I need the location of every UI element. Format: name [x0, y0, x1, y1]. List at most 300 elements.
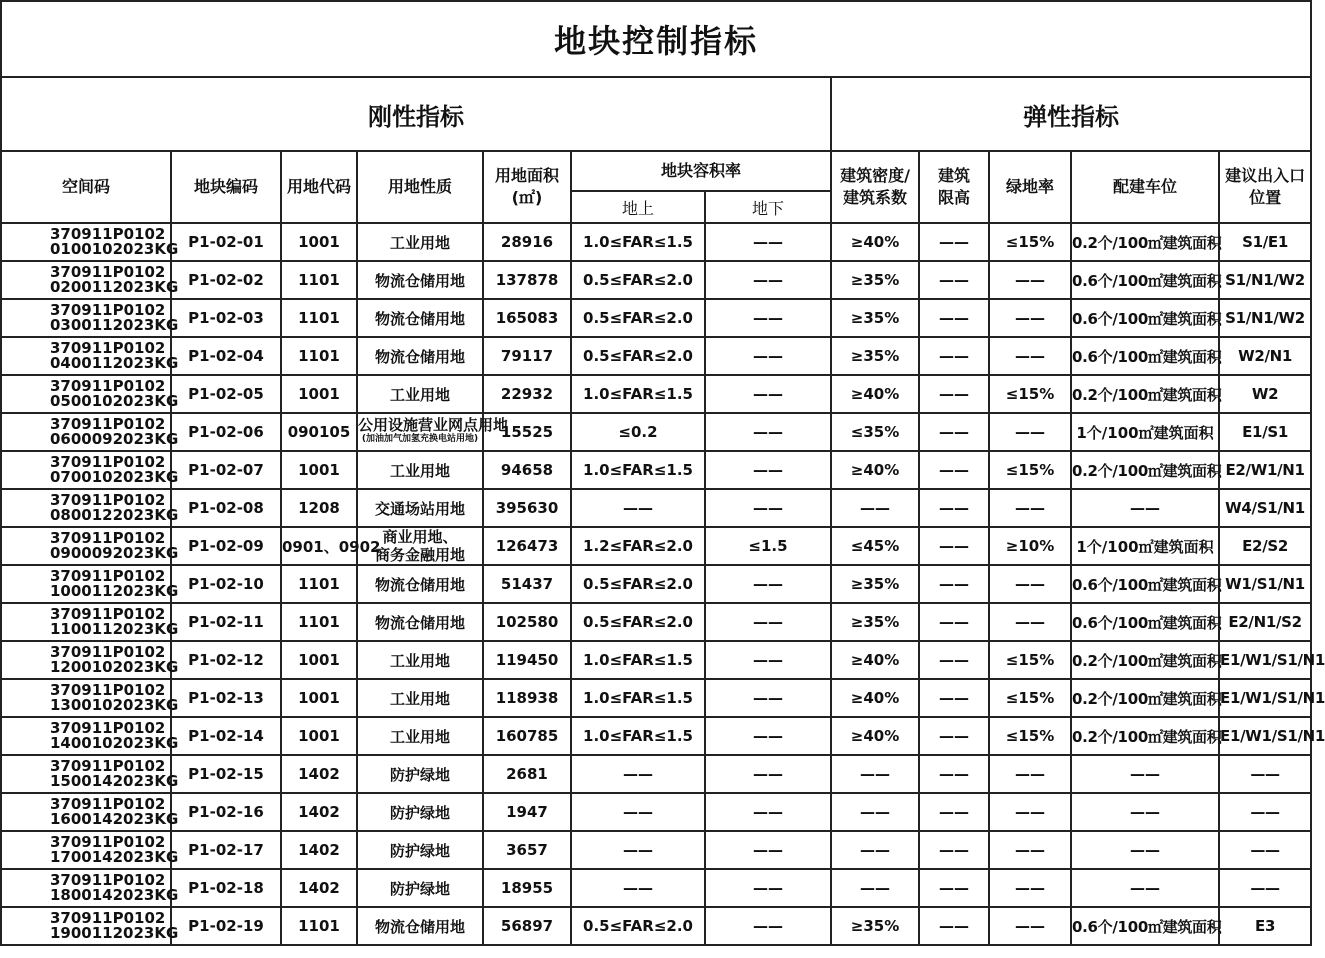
header-entry-line2: 位置 [1249, 188, 1282, 207]
header-height-line2: 限高 [937, 188, 970, 207]
cell-land-code: 1001 [281, 375, 357, 413]
cell-parking: 0.6个/100㎡建筑面积 [1071, 261, 1219, 299]
cell-height: —— [919, 755, 989, 793]
cell-land-nature: 工业用地 [357, 375, 483, 413]
space-code-line2: 1600142023KG [50, 810, 179, 828]
table-row [1, 603, 1311, 641]
cell-far-below: —— [705, 489, 831, 527]
cell-far-below: —— [705, 831, 831, 869]
cell-density: ≥40% [831, 679, 919, 717]
cell-green: —— [989, 489, 1071, 527]
cell-parking: 0.2个/100㎡建筑面积 [1071, 717, 1219, 755]
cell-far-above: 0.5≤FAR≤2.0 [571, 299, 705, 337]
cell-land-nature: 物流仓储用地 [357, 261, 483, 299]
cell-space-code [1, 489, 179, 527]
cell-far-below: —— [705, 755, 831, 793]
cell-far-above: 0.5≤FAR≤2.0 [571, 603, 705, 641]
cell-land-nature: 物流仓储用地 [357, 337, 483, 375]
table-row [1, 375, 1311, 413]
cell-height: —— [919, 717, 989, 755]
cell-density: ≥35% [831, 603, 919, 641]
cell-land-code: 1402 [281, 869, 357, 907]
land-nature-line2: 商务金融用地 [374, 546, 465, 564]
space-code-line1: 370911P0102 [50, 833, 166, 851]
cell-land-nature: 工业用地 [357, 223, 483, 261]
cell-land-code: 1208 [281, 489, 357, 527]
cell-parking: —— [1071, 489, 1219, 527]
cell-far-below: —— [705, 679, 831, 717]
cell-land-nature: 物流仓储用地 [357, 565, 483, 603]
cell-area: 15525 [483, 413, 571, 451]
table-row [1, 223, 1311, 261]
cell-far-above: 1.0≤FAR≤1.5 [571, 717, 705, 755]
cell-parcel-no: P1-02-10 [171, 565, 281, 603]
cell-green: ≥10% [989, 527, 1071, 565]
cell-height: —— [919, 413, 989, 451]
cell-green: —— [989, 907, 1071, 945]
elastic-index-group: 弹性指标 [831, 77, 1311, 151]
cell-area: 102580 [483, 603, 571, 641]
cell-land-nature: 物流仓储用地 [357, 603, 483, 641]
cell-land-code: 1001 [281, 641, 357, 679]
space-code-line1: 370911P0102 [50, 643, 166, 661]
cell-far-above: 1.0≤FAR≤1.5 [571, 375, 705, 413]
header-entry [1219, 151, 1311, 223]
table-row [1, 413, 1311, 451]
space-code-line1: 370911P0102 [50, 491, 166, 509]
cell-green: ≤15% [989, 717, 1071, 755]
cell-entry: W2/N1 [1219, 337, 1311, 375]
cell-green: —— [989, 413, 1071, 451]
space-code-line1: 370911P0102 [50, 681, 166, 699]
cell-density: —— [831, 831, 919, 869]
cell-entry: S1/N1/W2 [1219, 261, 1311, 299]
cell-far-above: 0.5≤FAR≤2.0 [571, 261, 705, 299]
cell-parcel-no: P1-02-02 [171, 261, 281, 299]
header-land-code: 用地代码 [281, 151, 357, 223]
space-code-line1: 370911P0102 [50, 529, 166, 547]
space-code-line1: 370911P0102 [50, 415, 166, 433]
cell-space-code [1, 603, 179, 641]
table-row [1, 679, 1311, 717]
cell-far-below: ≤1.5 [705, 527, 831, 565]
cell-height: —— [919, 223, 989, 261]
cell-far-above: —— [571, 869, 705, 907]
cell-parking: 1个/100㎡建筑面积 [1071, 413, 1219, 451]
cell-land-code: 1402 [281, 831, 357, 869]
space-code-line1: 370911P0102 [50, 339, 166, 357]
cell-height: —— [919, 869, 989, 907]
cell-density: ≥35% [831, 299, 919, 337]
table-row [1, 261, 1311, 299]
cell-height: —— [919, 793, 989, 831]
cell-space-code [1, 261, 179, 299]
cell-land-code: 1101 [281, 299, 357, 337]
cell-entry: E1/W1/S1/N1 [1219, 641, 1311, 679]
cell-land-nature: 物流仓储用地 [357, 299, 483, 337]
table-row [1, 907, 1311, 945]
cell-entry: W2 [1219, 375, 1311, 413]
cell-parking: 0.2个/100㎡建筑面积 [1071, 375, 1219, 413]
cell-height: —— [919, 907, 989, 945]
cell-parcel-no: P1-02-14 [171, 717, 281, 755]
cell-area: 22932 [483, 375, 571, 413]
land-nature-line1: 商业用地、 [382, 528, 458, 546]
cell-area: 51437 [483, 565, 571, 603]
cell-height: —— [919, 603, 989, 641]
cell-entry: E1/W1/S1/N1 [1219, 717, 1311, 755]
cell-parcel-no: P1-02-06 [171, 413, 281, 451]
cell-density: ≤35% [831, 413, 919, 451]
cell-land-code: 1101 [281, 603, 357, 641]
space-code-line1: 370911P0102 [50, 377, 166, 395]
header-land-nature: 用地性质 [357, 151, 483, 223]
cell-space-code [1, 717, 179, 755]
header-height [919, 151, 989, 223]
table-row [1, 337, 1311, 375]
cell-land-code: 0901、0902 [281, 527, 357, 565]
cell-height: —— [919, 641, 989, 679]
space-code-line2: 1000112023KG [50, 582, 179, 600]
space-code-line1: 370911P0102 [50, 567, 166, 585]
cell-land-code: 090105 [281, 413, 357, 451]
space-code-line1: 370911P0102 [50, 225, 166, 243]
cell-space-code [1, 907, 179, 945]
cell-density: ≤45% [831, 527, 919, 565]
cell-parking: 0.2个/100㎡建筑面积 [1071, 679, 1219, 717]
space-code-line2: 1700142023KG [50, 848, 179, 866]
space-code-line1: 370911P0102 [50, 871, 166, 889]
cell-parcel-no: P1-02-12 [171, 641, 281, 679]
cell-density: —— [831, 793, 919, 831]
space-code-line1: 370911P0102 [50, 301, 166, 319]
cell-far-above: 1.2≤FAR≤2.0 [571, 527, 705, 565]
cell-density: —— [831, 869, 919, 907]
table-row [1, 755, 1311, 793]
cell-density: ≥40% [831, 223, 919, 261]
cell-far-below: —— [705, 603, 831, 641]
cell-green: —— [989, 869, 1071, 907]
space-code-line2: 1500142023KG [50, 772, 179, 790]
cell-far-below: —— [705, 717, 831, 755]
header-space-code: 空间码 [1, 151, 171, 223]
cell-area: 1947 [483, 793, 571, 831]
cell-far-below: —— [705, 413, 831, 451]
cell-green: —— [989, 565, 1071, 603]
cell-space-code [1, 451, 179, 489]
cell-green: —— [989, 755, 1071, 793]
cell-land-nature: 防护绿地 [357, 755, 483, 793]
cell-green: ≤15% [989, 641, 1071, 679]
cell-far-below: —— [705, 451, 831, 489]
table-row [1, 869, 1311, 907]
table-body [1, 223, 1325, 945]
cell-far-above: —— [571, 755, 705, 793]
cell-height: —— [919, 261, 989, 299]
cell-green: —— [989, 299, 1071, 337]
header-parcel-no: 地块编码 [171, 151, 281, 223]
cell-area: 2681 [483, 755, 571, 793]
cell-parking: 0.6个/100㎡建筑面积 [1071, 907, 1219, 945]
cell-land-nature: 物流仓储用地 [357, 907, 483, 945]
table-row [1, 527, 1311, 565]
cell-entry: W1/S1/N1 [1219, 565, 1311, 603]
header-height-line1: 建筑 [937, 166, 970, 185]
header-far-below: 地下 [705, 191, 831, 223]
table-row [1, 717, 1311, 755]
cell-parcel-no: P1-02-04 [171, 337, 281, 375]
header-area [483, 151, 571, 223]
cell-far-above: 1.0≤FAR≤1.5 [571, 451, 705, 489]
cell-far-above: —— [571, 793, 705, 831]
cell-land-nature [357, 413, 509, 451]
cell-area: 126473 [483, 527, 571, 565]
cell-parking: —— [1071, 831, 1219, 869]
cell-area: 165083 [483, 299, 571, 337]
cell-land-nature: 工业用地 [357, 717, 483, 755]
cell-space-code [1, 755, 179, 793]
cell-parking: 1个/100㎡建筑面积 [1071, 527, 1219, 565]
cell-parking: 0.6个/100㎡建筑面积 [1071, 299, 1219, 337]
rigid-index-group: 刚性指标 [1, 77, 831, 151]
cell-entry: W4/S1/N1 [1219, 489, 1311, 527]
cell-space-code [1, 641, 179, 679]
cell-far-above: 1.0≤FAR≤1.5 [571, 679, 705, 717]
space-code-line2: 1100112023KG [50, 620, 179, 638]
table-row [1, 299, 1311, 337]
space-code-line2: 0100102023KG [50, 240, 179, 258]
cell-density: ≥40% [831, 641, 919, 679]
cell-area: 119450 [483, 641, 571, 679]
cell-entry: S1/E1 [1219, 223, 1311, 261]
cell-green: —— [989, 831, 1071, 869]
cell-land-code: 1001 [281, 223, 357, 261]
cell-space-code [1, 413, 179, 451]
space-code-line2: 0500102023KG [50, 392, 179, 410]
cell-entry: S1/N1/W2 [1219, 299, 1311, 337]
space-code-line1: 370911P0102 [50, 453, 166, 471]
cell-parking: 0.6个/100㎡建筑面积 [1071, 603, 1219, 641]
cell-green: ≤15% [989, 223, 1071, 261]
cell-space-code [1, 831, 179, 869]
space-code-line2: 0800122023KG [50, 506, 179, 524]
cell-land-code: 1402 [281, 755, 357, 793]
cell-space-code [1, 527, 179, 565]
cell-far-above: 0.5≤FAR≤2.0 [571, 565, 705, 603]
cell-parcel-no: P1-02-16 [171, 793, 281, 831]
cell-area: 94658 [483, 451, 571, 489]
cell-space-code [1, 793, 179, 831]
space-code-line2: 1200102023KG [50, 658, 179, 676]
header-area-label: 用地面积 [494, 166, 559, 185]
table-row [1, 831, 1311, 869]
cell-space-code [1, 869, 179, 907]
space-code-line1: 370911P0102 [50, 909, 166, 927]
cell-space-code [1, 223, 179, 261]
cell-land-code: 1101 [281, 261, 357, 299]
cell-far-above: —— [571, 489, 705, 527]
cell-parcel-no: P1-02-07 [171, 451, 281, 489]
cell-land-nature: 防护绿地 [357, 869, 483, 907]
space-code-line2: 0300112023KG [50, 316, 179, 334]
cell-density: ≥35% [831, 337, 919, 375]
space-code-line2: 1800142023KG [50, 886, 179, 904]
table-row [1, 489, 1311, 527]
cell-green: —— [989, 337, 1071, 375]
cell-parcel-no: P1-02-15 [171, 755, 281, 793]
cell-green: —— [989, 603, 1071, 641]
cell-area: 3657 [483, 831, 571, 869]
header-density-line1: 建筑密度/ [840, 166, 910, 185]
cell-area: 28916 [483, 223, 571, 261]
cell-land-nature: 工业用地 [357, 641, 483, 679]
cell-far-above: 1.0≤FAR≤1.5 [571, 223, 705, 261]
space-code-line2: 0700102023KG [50, 468, 179, 486]
cell-parking: —— [1071, 755, 1219, 793]
cell-entry: E1/S1 [1219, 413, 1311, 451]
header-far-above: 地上 [571, 191, 705, 223]
cell-density: ≥35% [831, 565, 919, 603]
cell-parcel-no: P1-02-18 [171, 869, 281, 907]
cell-density: ≥40% [831, 375, 919, 413]
cell-density: —— [831, 755, 919, 793]
cell-height: —— [919, 679, 989, 717]
cell-land-code: 1402 [281, 793, 357, 831]
space-code-line2: 0400112023KG [50, 354, 179, 372]
cell-area: 18955 [483, 869, 571, 907]
cell-density: ≥35% [831, 261, 919, 299]
cell-parking: 0.6个/100㎡建筑面积 [1071, 565, 1219, 603]
cell-land-nature: 交通场站用地 [357, 489, 483, 527]
cell-land-code: 1101 [281, 337, 357, 375]
cell-area: 56897 [483, 907, 571, 945]
cell-far-below: —— [705, 337, 831, 375]
cell-far-below: —— [705, 907, 831, 945]
cell-area: 137878 [483, 261, 571, 299]
table-row [1, 641, 1311, 679]
page-title: 地块控制指标 [1, 1, 1311, 77]
cell-far-above: —— [571, 831, 705, 869]
cell-land-code: 1101 [281, 565, 357, 603]
cell-space-code [1, 337, 179, 375]
cell-parking: —— [1071, 793, 1219, 831]
cell-land-nature [357, 527, 483, 565]
cell-parcel-no: P1-02-19 [171, 907, 281, 945]
cell-land-nature: 防护绿地 [357, 831, 483, 869]
cell-area: 160785 [483, 717, 571, 755]
cell-area: 79117 [483, 337, 571, 375]
cell-area: 118938 [483, 679, 571, 717]
cell-parking: 0.2个/100㎡建筑面积 [1071, 451, 1219, 489]
header-far: 地块容积率 [571, 151, 831, 191]
space-code-line2: 1400102023KG [50, 734, 179, 752]
land-nature-note: (加油加气加氢充换电站用地) [361, 434, 479, 444]
cell-land-nature: 工业用地 [357, 679, 483, 717]
cell-entry: E2/W1/N1 [1219, 451, 1311, 489]
cell-entry: E2/S2 [1219, 527, 1311, 565]
cell-density: ≥40% [831, 717, 919, 755]
cell-far-below: —— [705, 869, 831, 907]
cell-space-code [1, 565, 179, 603]
cell-land-code: 1001 [281, 451, 357, 489]
cell-far-above: 0.5≤FAR≤2.0 [571, 337, 705, 375]
cell-height: —— [919, 337, 989, 375]
space-code-line1: 370911P0102 [50, 719, 166, 737]
header-area-unit: (㎡) [511, 188, 543, 207]
cell-entry: —— [1219, 793, 1311, 831]
cell-far-below: —— [705, 641, 831, 679]
header-density [831, 151, 919, 223]
cell-far-below: —— [705, 299, 831, 337]
cell-parking: 0.2个/100㎡建筑面积 [1071, 223, 1219, 261]
cell-parcel-no: P1-02-11 [171, 603, 281, 641]
cell-height: —— [919, 831, 989, 869]
cell-parcel-no: P1-02-01 [171, 223, 281, 261]
cell-height: —— [919, 489, 989, 527]
cell-land-nature: 防护绿地 [357, 793, 483, 831]
cell-far-below: —— [705, 375, 831, 413]
space-code-line1: 370911P0102 [50, 263, 166, 281]
cell-green: ≤15% [989, 375, 1071, 413]
cell-parking: 0.2个/100㎡建筑面积 [1071, 641, 1219, 679]
cell-height: —— [919, 565, 989, 603]
cell-space-code [1, 679, 179, 717]
table-row [1, 565, 1311, 603]
table-row [1, 793, 1311, 831]
cell-height: —— [919, 451, 989, 489]
space-code-line2: 0900092023KG [50, 544, 179, 562]
cell-density: —— [831, 489, 919, 527]
cell-green: ≤15% [989, 679, 1071, 717]
cell-entry: E2/N1/S2 [1219, 603, 1311, 641]
cell-green: —— [989, 793, 1071, 831]
cell-parcel-no: P1-02-03 [171, 299, 281, 337]
cell-parcel-no: P1-02-09 [171, 527, 281, 565]
space-code-line2: 1300102023KG [50, 696, 179, 714]
cell-entry: E1/W1/S1/N1 [1219, 679, 1311, 717]
space-code-line1: 370911P0102 [50, 605, 166, 623]
cell-green: ≤15% [989, 451, 1071, 489]
cell-entry: —— [1219, 755, 1311, 793]
cell-far-above: 0.5≤FAR≤2.0 [571, 907, 705, 945]
space-code-line2: 0600092023KG [50, 430, 179, 448]
land-nature-main: 公用设施营业网点用地 [358, 416, 509, 434]
cell-land-code: 1001 [281, 679, 357, 717]
cell-entry: —— [1219, 869, 1311, 907]
cell-space-code [1, 299, 179, 337]
cell-parking: 0.6个/100㎡建筑面积 [1071, 337, 1219, 375]
cell-land-nature: 工业用地 [357, 451, 483, 489]
space-code-line1: 370911P0102 [50, 795, 166, 813]
cell-land-code: 1101 [281, 907, 357, 945]
cell-parcel-no: P1-02-13 [171, 679, 281, 717]
cell-height: —— [919, 527, 989, 565]
cell-far-above: 1.0≤FAR≤1.5 [571, 641, 705, 679]
cell-land-code: 1001 [281, 717, 357, 755]
cell-entry: —— [1219, 831, 1311, 869]
cell-parking: —— [1071, 869, 1219, 907]
cell-green: —— [989, 261, 1071, 299]
cell-far-below: —— [705, 223, 831, 261]
space-code-line2: 1900112023KG [50, 924, 179, 942]
header-parking: 配建车位 [1071, 151, 1219, 223]
cell-far-below: —— [705, 793, 831, 831]
cell-space-code [1, 375, 179, 413]
cell-far-below: —— [705, 261, 831, 299]
cell-parcel-no: P1-02-05 [171, 375, 281, 413]
cell-density: ≥35% [831, 907, 919, 945]
cell-area: 395630 [483, 489, 571, 527]
